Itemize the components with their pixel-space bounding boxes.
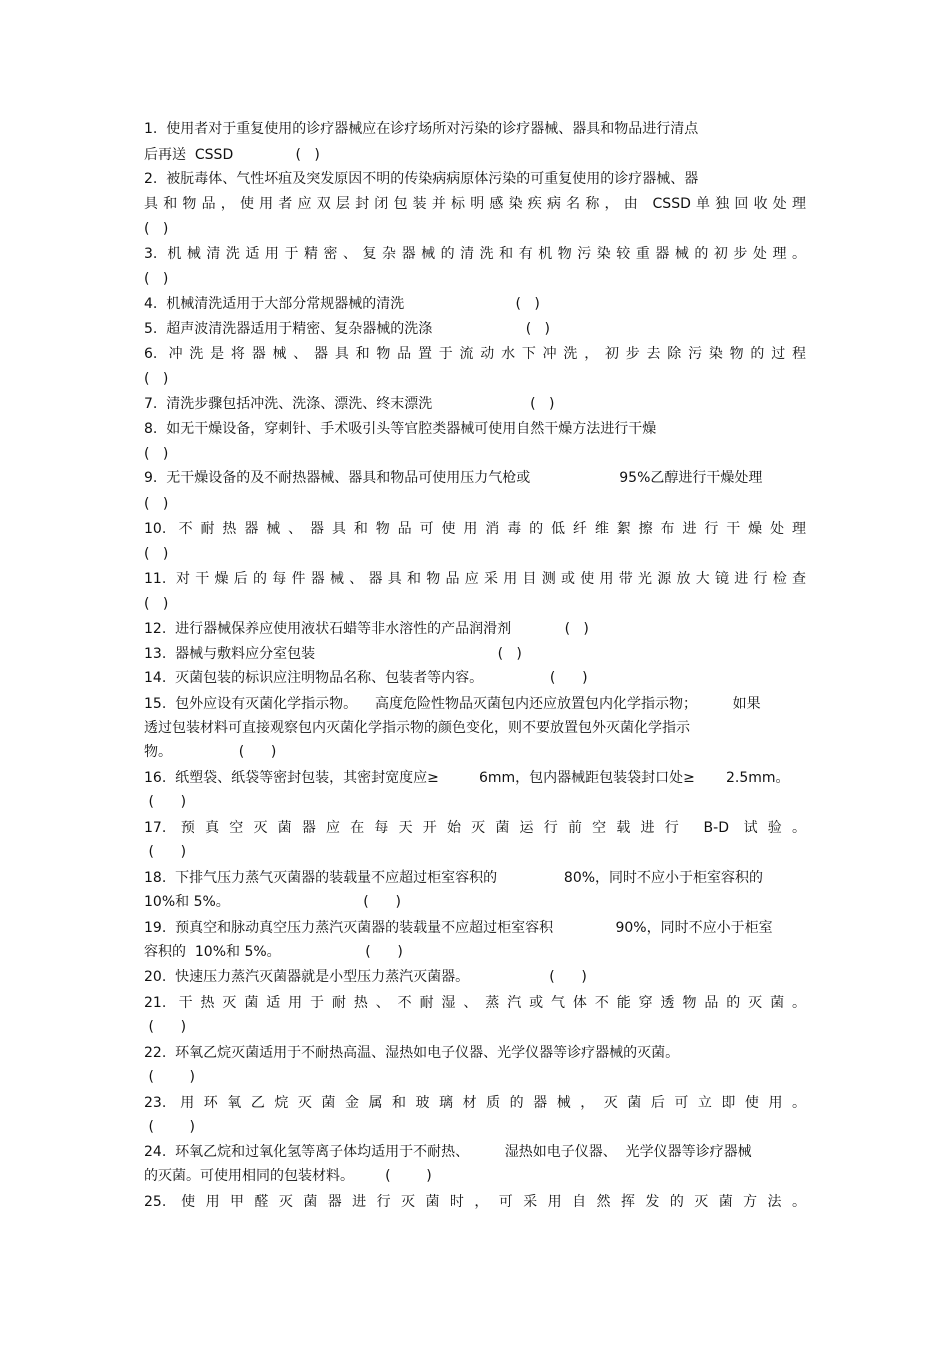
question-21-line-2: ( )	[144, 1019, 187, 1035]
question-13-line-1: 13. 器械与敷料应分室包装 ( )	[144, 646, 522, 662]
question-15-line-2: 透过包装材料可直接观察包内灭菌化学指示物的颜色变化，则不要放置包外灭菌化学指示	[144, 720, 690, 736]
question-16-line-1: 16. 纸塑袋、纸袋等密封包装，其密封宽度应≥ 6mm，包内器械距包装袋封口处≥ 2.5mm。	[144, 770, 790, 786]
question-8-line-1: 8. 如无干燥设备，穿刺针、手术吸引头等官腔类器械可使用自然干燥方法进行干燥	[144, 421, 657, 437]
question-22-line-1: 22. 环氧乙烷灭菌适用于不耐热高温、湿热如电子仪器、光学仪器等诊疗器械的灭菌。	[144, 1045, 680, 1061]
question-12-line-1: 12. 进行器械保养应使用液状石蜡等非水溶性的产品润滑剂 ( )	[144, 621, 589, 637]
question-10-line-1: 10. 不耐热器械、器具和物品可使用消毒的低纤维絮擦布进行干燥处理	[144, 521, 806, 537]
question-7-line-1: 7. 清洗步骤包括冲洗、洗涤、漂洗、终末漂洗 ( )	[144, 396, 555, 412]
question-19-line-1: 19. 预真空和脉动真空压力蒸汽灭菌器的装载量不应超过柜室容积 90%，同时不应小于柜室	[144, 920, 773, 936]
question-2-line-3: ( )	[144, 221, 169, 237]
question-4-line-1: 4. 机械清洗适用于大部分常规器械的清洗 ( )	[144, 296, 540, 312]
question-15-line-1: 15. 包外应设有灭菌化学指示物。 高度危险性物品灭菌包内还应放置包内化学指示物； 如果	[144, 696, 761, 712]
question-6-line-1: 6. 冲洗是将器械、器具和物品置于流动水下冲洗，初步去除污染物的过程	[144, 346, 806, 362]
question-24-line-2: 的灭菌。可使用相同的包装材料。 ( )	[144, 1168, 432, 1184]
question-19-line-2: 容积的 10%和 5%。 ( )	[144, 944, 403, 960]
question-9-line-2: ( )	[144, 496, 169, 512]
question-6-line-2: ( )	[144, 371, 169, 387]
question-9-line-1: 9. 无干燥设备的及不耐热器械、器具和物品可使用压力气枪或 95%乙醇进行干燥处理	[144, 470, 763, 486]
question-23-line-2: ( )	[144, 1119, 195, 1135]
question-2-line-2: 具和物品，使用者应双层封闭包装并标明感染疾病名称，由 CSSD单独回收处理	[144, 196, 806, 212]
question-8-line-2: ( )	[144, 446, 169, 462]
question-15-line-3: 物。 ( )	[144, 744, 277, 760]
question-3-line-1: 3. 机械清洗适用于精密、复杂器械的清洗和有机物污染较重器械的初步处理。	[144, 246, 806, 262]
question-14-line-1: 14. 灭菌包装的标识应注明物品名称、包装者等内容。 ( )	[144, 670, 588, 686]
question-20-line-1: 20. 快速压力蒸汽灭菌器就是小型压力蒸汽灭菌器。 ( )	[144, 969, 587, 985]
question-2-line-1: 2. 被朊毒体、气性坏疽及突发原因不明的传染病病原体污染的可重复使用的诊疗器械、器	[144, 171, 699, 187]
question-3-line-2: ( )	[144, 271, 169, 287]
question-11-line-2: ( )	[144, 596, 169, 612]
question-22-line-2: ( )	[144, 1069, 195, 1085]
question-24-line-1: 24. 环氧乙烷和过氧化氢等离子体均适用于不耐热、 湿热如电子仪器、 光学仪器等诊疗器械	[144, 1144, 752, 1160]
question-23-line-1: 23. 用环氧乙烷灭菌金属和玻璃材质的器械，灭菌后可立即使用。	[144, 1095, 806, 1111]
question-16-line-2: ( )	[144, 794, 187, 810]
question-1-line-1: 1. 使用者对于重复使用的诊疗器械应在诊疗场所对污染的诊疗器械、器具和物品进行清点	[144, 121, 699, 137]
question-10-line-2: ( )	[144, 546, 169, 562]
question-25-line-1: 25. 使用甲醛灭菌器进行灭菌时，可采用自然挥发的灭菌方法。	[144, 1194, 806, 1210]
question-1-line-2: 后再送 CSSD ( )	[144, 147, 320, 163]
question-21-line-1: 21. 干热灭菌适用于耐热、不耐湿、蒸汽或气体不能穿透物品的灭菌。	[144, 995, 806, 1011]
question-18-line-2: 10%和 5%。 ( )	[144, 894, 401, 910]
question-18-line-1: 18. 下排气压力蒸气灭菌器的装载量不应超过柜室容积的 80%，同时不应小于柜室容积的	[144, 870, 764, 886]
question-17-line-1: 17. 预真空灭菌器应在每天开始灭菌运行前空载进行 B-D 试验。	[144, 820, 806, 836]
question-17-line-2: ( )	[144, 844, 187, 860]
question-11-line-1: 11. 对干燥后的每件器械、器具和物品应采用目测或使用带光源放大镜进行检查	[144, 571, 806, 587]
question-5-line-1: 5. 超声波清洗器适用于精密、复杂器械的洗涤 ( )	[144, 321, 550, 337]
